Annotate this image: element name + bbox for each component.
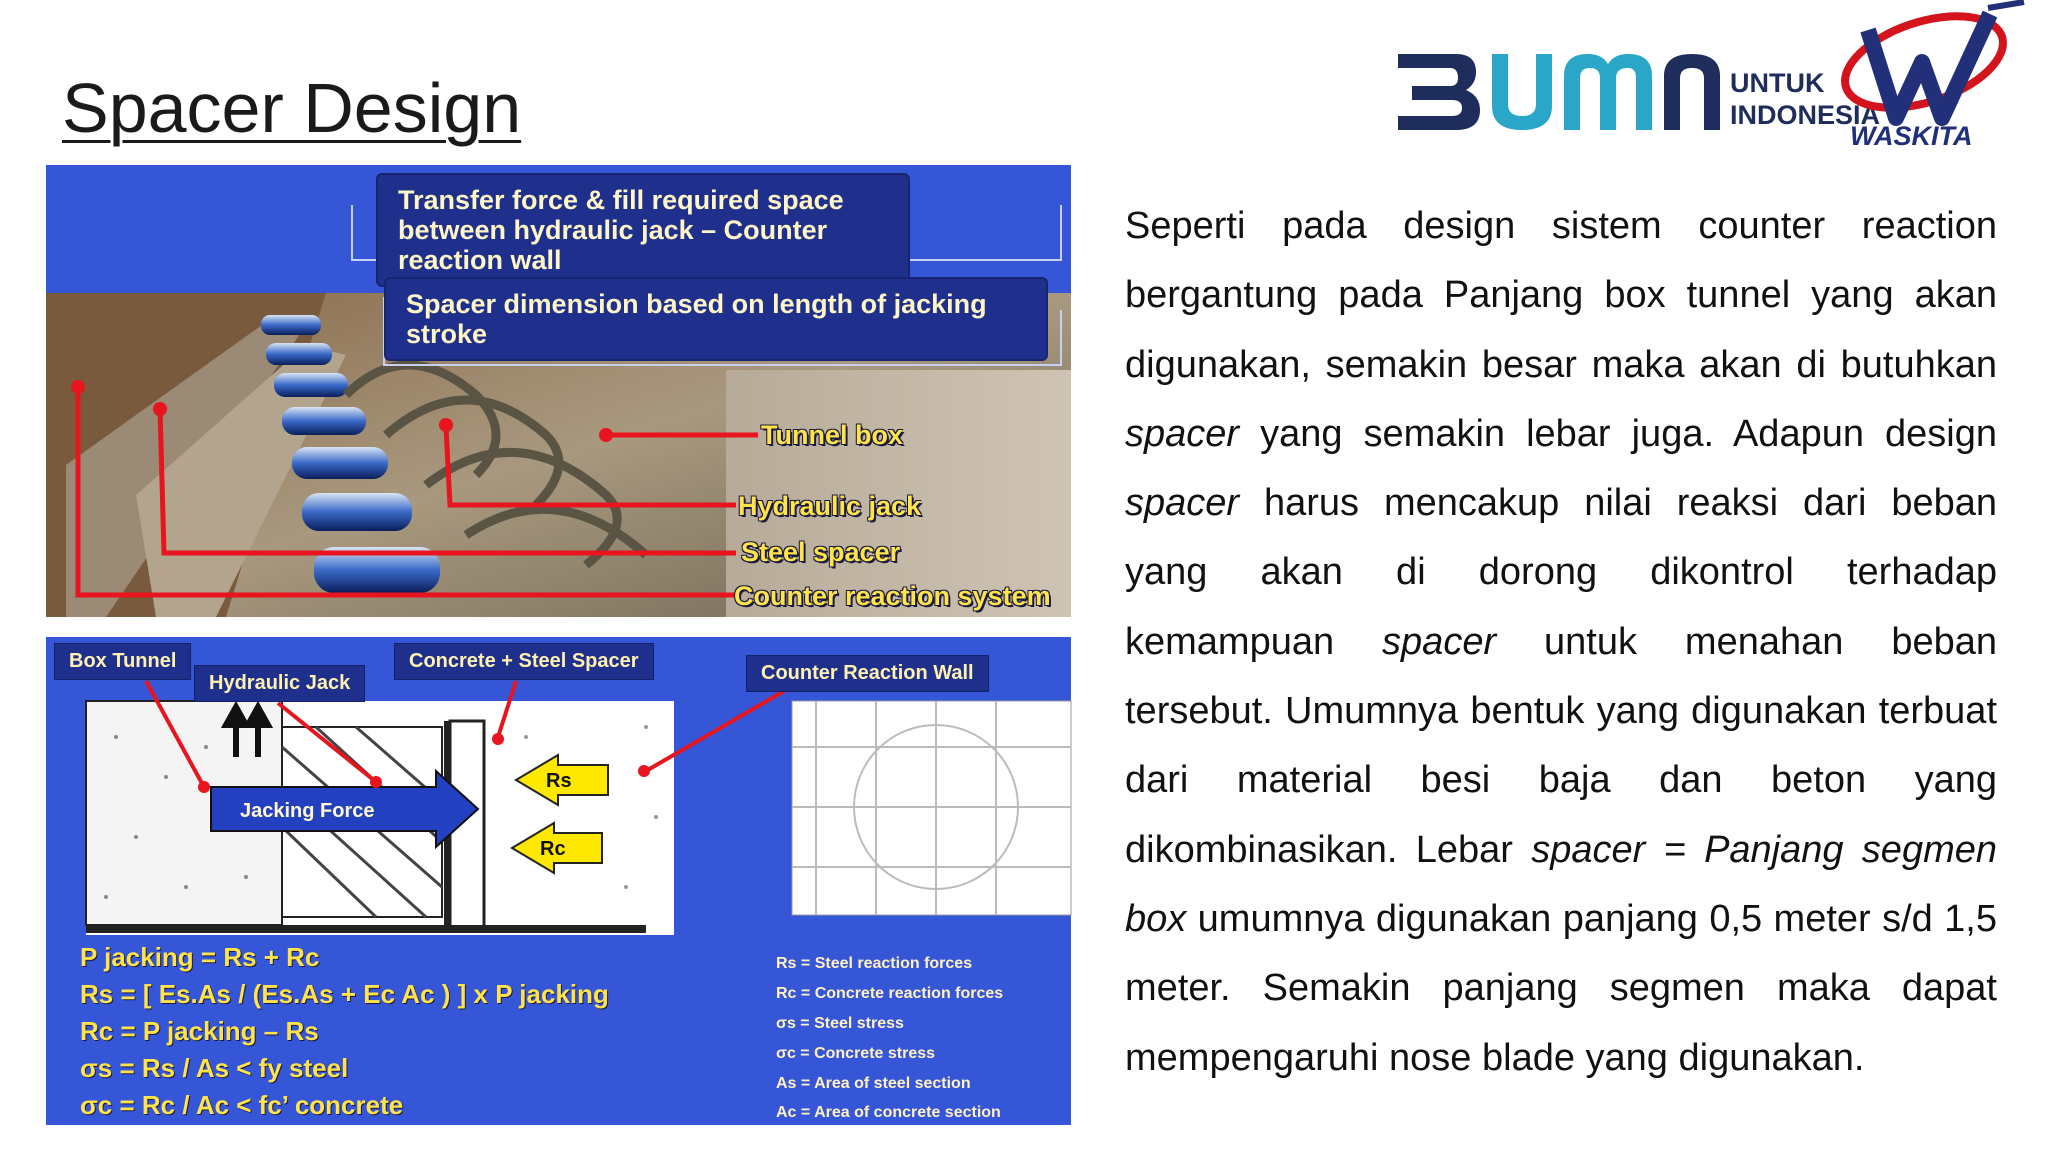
label-box-tunnel: Box Tunnel	[54, 643, 191, 680]
label-hydraulic-jack-schematic: Hydraulic Jack	[194, 665, 365, 702]
paragraph-text-3: harus mencakup nilai reaksi dari beban yang akan di dorong dikontrol terhadap kemampuan	[1125, 482, 1997, 663]
spacer-schematic-diagram	[46, 637, 1071, 1125]
paragraph-italic-3: spacer	[1382, 620, 1497, 663]
label-hydraulic-jack: Hydraulic jack	[738, 491, 922, 521]
jacking-force-label: Jacking Force	[240, 800, 375, 822]
legend-as: As = Area of steel section	[776, 1075, 971, 1092]
callout-transfer-force: Transfer force & fill required space between hydraulic jack – Counter reaction wall	[376, 173, 910, 287]
bumn-wordmark	[1398, 54, 1720, 130]
paragraph-italic-1: spacer	[1125, 412, 1240, 455]
paragraph-text-5: umumnya digunakan panjang 0,5 meter s/d 1,5 meter. Semakin panjang segmen maka dapat mempengaruhi nose blade yang digunakan.	[1125, 897, 1997, 1079]
waskita-wordmark: WASKITA	[1850, 121, 1973, 151]
legend-rc: Rc = Concrete reaction forces	[776, 985, 1004, 1002]
formula-rs: Rs = [ Es.As / (Es.As + Ec Ac ) ] x P jacking	[80, 979, 609, 1009]
waskita-logo	[1838, 0, 2028, 150]
label-counter-reaction-system: Counter reaction system	[734, 581, 1051, 611]
rc-label: Rc	[540, 838, 566, 860]
legend-sigma-s: σs = Steel stress	[776, 1015, 904, 1032]
paragraph-text-1: Seperti pada design sistem counter reaction bergantung pada Panjang box tunnel yang akan digunakan, semakin besar maka akan di butuhkan	[1125, 205, 1997, 386]
bumn-line2: INDONESIA	[1730, 100, 1881, 130]
formula-sigma-s: σs = Rs / As < fy steel	[80, 1053, 349, 1083]
label-tunnel-box: Tunnel box	[761, 420, 903, 450]
label-counter-reaction-wall: Counter Reaction Wall	[746, 655, 989, 692]
formula-rc: Rc = P jacking – Rs	[80, 1016, 319, 1046]
bumn-logo	[1396, 46, 1881, 136]
formula-sigma-c: σc = Rc / Ac < fc’ concrete	[80, 1090, 404, 1120]
paragraph-italic-4: spacer = Panjang segmen box	[1125, 828, 1998, 940]
legend-sigma-c: σc = Concrete stress	[776, 1045, 936, 1062]
paragraph-text-2: yang semakin lebar juga. Adapun design	[1239, 412, 1997, 455]
callout-spacer-dimension: Spacer dimension based on length of jacking stroke	[384, 277, 1048, 361]
label-concrete-steel-spacer: Concrete + Steel Spacer	[394, 643, 654, 680]
legend-rs: Rs = Steel reaction forces	[776, 955, 973, 972]
description-paragraph	[1125, 192, 1997, 1093]
rs-label: Rs	[546, 770, 572, 792]
legend-ac: Ac = Area of concrete section	[776, 1104, 1001, 1121]
page-title: Spacer Design	[62, 69, 522, 147]
paragraph-italic-2: spacer	[1125, 482, 1240, 525]
paragraph-text-4: untuk menahan beban tersebut. Umumnya bentuk yang digunakan terbuat dari material besi baja dan beton yang dikombinasikan. Lebar	[1125, 620, 1997, 871]
formula-p-jacking: P jacking = Rs + Rc	[80, 942, 320, 972]
waskita-w-icon	[1868, 14, 1990, 118]
bumn-line1: UNTUK	[1730, 68, 1825, 98]
spacer-photo-diagram	[46, 165, 1071, 617]
label-steel-spacer: Steel spacer	[741, 537, 901, 567]
